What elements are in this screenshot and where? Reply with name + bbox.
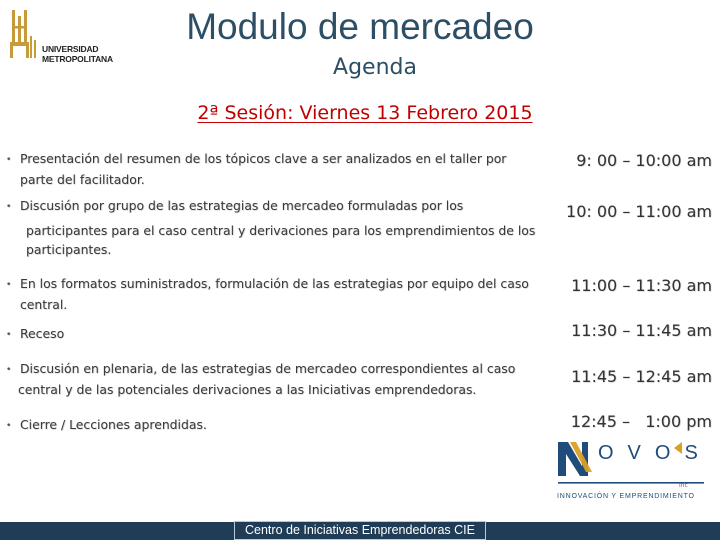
novos-suffix: inc (679, 482, 688, 489)
agenda-item-text: parte del facilitador. (20, 172, 145, 187)
agenda-item-text: Discusión por grupo de las estrategias de mercadeo formuladas por los (20, 198, 464, 213)
bullet-icon: • (6, 421, 12, 431)
agenda-item-3 (6, 274, 529, 314)
university-line-1: UNIVERSIDAD (42, 44, 99, 54)
agenda-item-6 (6, 415, 207, 436)
agenda-item-text: Discusión en plenaria, de las estrategias de mercadeo correspondientes al caso (20, 361, 516, 376)
novos-wordmark: OVOS (598, 442, 712, 464)
agenda-time: 11:45 – 12:45 am (571, 367, 712, 386)
novos-tagline: INNOVACIÓN Y EMPRENDIMIENTO (557, 493, 695, 500)
agenda-time: 11:00 – 11:30 am (571, 276, 712, 295)
bullet-icon: • (6, 280, 12, 290)
agenda-time: 12:45 – 1:00 pm (570, 412, 712, 431)
agenda-item-2 (6, 196, 535, 259)
agenda-time: 9: 00 – 10:00 am (576, 151, 712, 170)
agenda-item-text: Presentación del resumen de los tópicos clave a ser analizados en el taller por (20, 151, 507, 166)
bullet-icon: • (6, 365, 12, 375)
page-subtitle: Agenda (333, 55, 417, 80)
agenda-item-text: central. (20, 297, 68, 312)
agenda-item-text: Receso (20, 326, 65, 341)
bullet-icon: • (6, 155, 12, 165)
agenda-item-1 (6, 149, 506, 189)
page-title (0, 6, 720, 48)
agenda-item-4 (6, 324, 64, 345)
agenda-item-text: Cierre / Lecciones aprendidas. (20, 417, 207, 432)
session-title: 2ª Sesión: Viernes 13 Febrero 2015 (197, 102, 533, 124)
bullet-icon: • (6, 202, 12, 212)
bullet-icon: • (6, 330, 12, 340)
agenda-time: 10: 00 – 11:00 am (566, 202, 712, 221)
agenda-item-text: En los formatos suministrados, formulación de las estrategias por equipo del caso (20, 276, 529, 291)
university-line-2: METROPOLITANA (42, 54, 113, 64)
agenda-time: 11:30 – 11:45 am (571, 321, 712, 340)
footer-text: Centro de Iniciativas Emprendedoras CIE (245, 523, 475, 537)
agenda-item-text: participantes. (26, 242, 112, 257)
page-title-text: Modulo de mercadeo (186, 6, 534, 47)
agenda-item-text: central y de las potenciales derivaciones a las Iniciativas emprendedoras. (18, 382, 477, 397)
agenda-item-text: participantes para el caso central y derivaciones para los emprendimientos de los (26, 223, 536, 238)
agenda-item-5 (6, 359, 515, 399)
